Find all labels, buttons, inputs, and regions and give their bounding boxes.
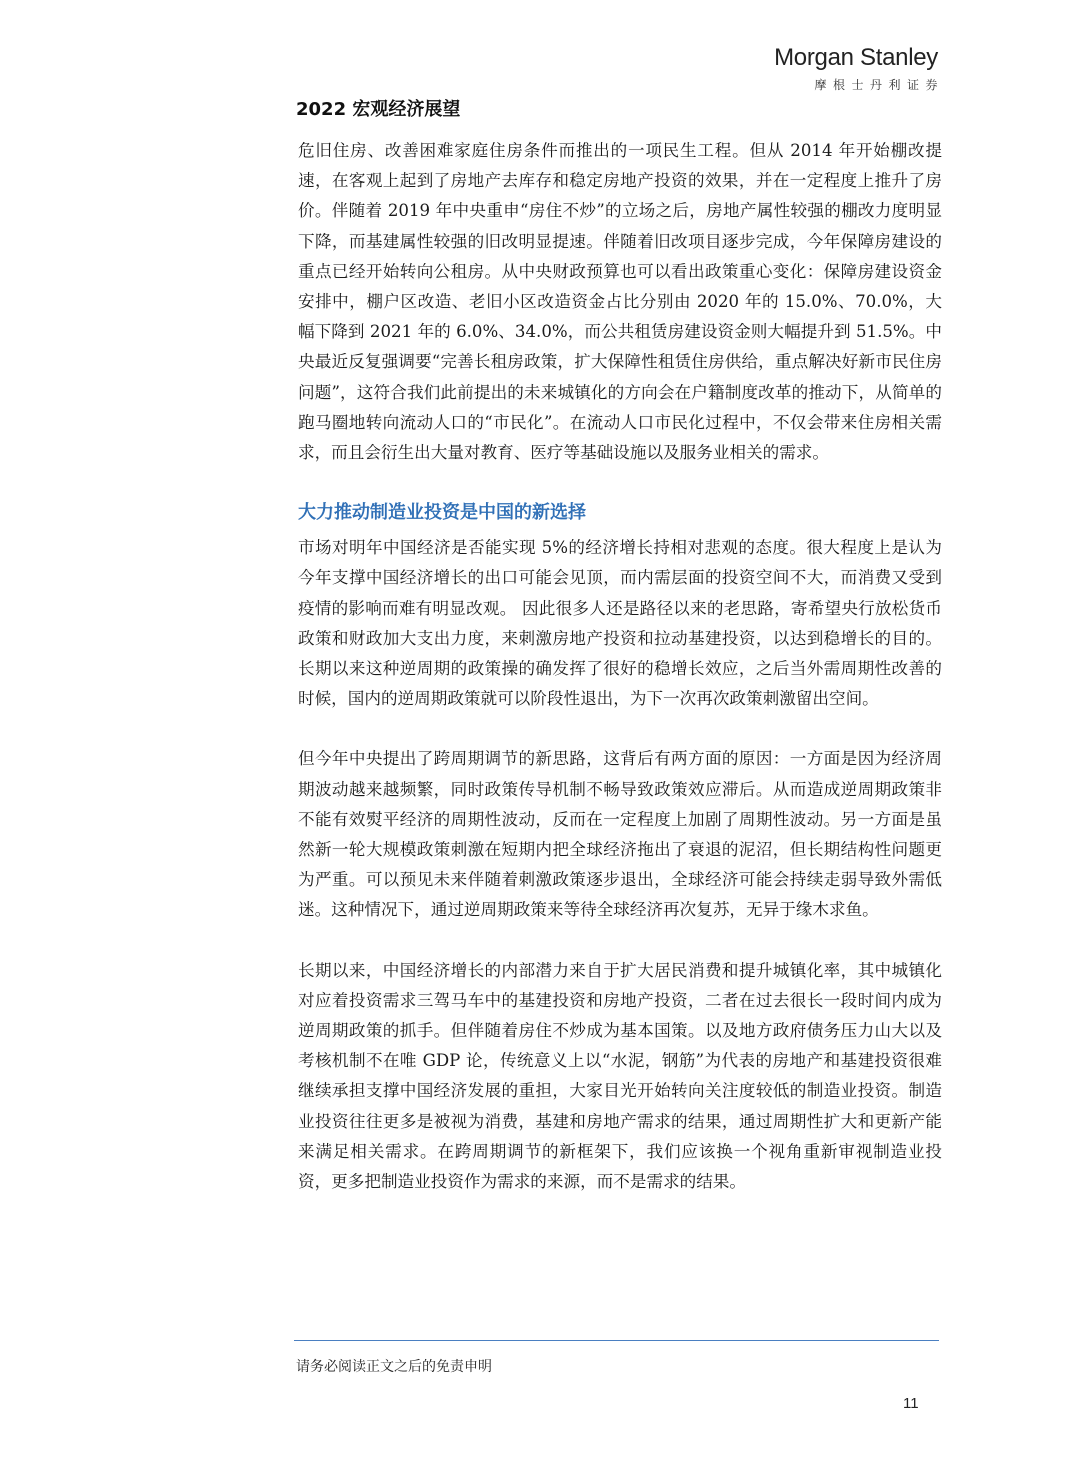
- paragraph-cross-cycle: 但今年中央提出了跨周期调节的新思路，这背后有两方面的原因：一方面是因为经济周期波动越来越频繁，同时政策传导机制不畅导致政策效应滞后。从而造成逆周期政策非不能有效熨平经济的周期性波动，反而在一定程度上加剧了周期性波动。另一方面是虽然新一轮大规模政策刺激在短期内把全球经济拖出了衰退的泥沼，但长期结构性问题更为严重。可以预见未来伴随着刺激政策逐步退出，全球经济可能会持续走弱导致外需低迷。这种情况下，通过逆周期政策来等待全球经济再次复苏，无异于缘木求鱼。: [298, 749, 942, 920]
- paragraph-manufacturing: 长期以来，中国经济增长的内部潜力来自于扩大居民消费和提升城镇化率，其中城镇化对应着投资需求三驾马车中的基建投资和房地产投资，二者在过去很长一段时间内成为逆周期政策的抓手。但伴随着房住不炒成为基本国策。以及地方政府债务压力山大以及考核机制不在唯 GDP 论，传统意义上以“水泥，钢筋”为代表的房地产和基建投资很难继续承担支撑中国经济发展的重担，大家目光开始转向关注度较低的制造业投资。制造业投资往往更多是被视为消费，基建和房地产需求的结果，通过周期性扩大和更新产能来满足相关需求。在跨周期调节的新框架下，我们应该换一个视角重新审视制造业投资，更多把制造业投资作为需求的来源，而不是需求的结果。: [298, 960, 942, 1192]
- brand-logo: [774, 42, 944, 93]
- paragraph-housing: 危旧住房、改善困难家庭住房条件而推出的一项民生工程。但从 2014 年开始棚改提速，在客观上起到了房地产去库存和稳定房地产投资的效果，并在一定程度上推升了房价。伴随着 2019 年中央重申“房住不炒”的立场之后，房地产属性较强的棚改力度明显下降，而基建属性较强的旧改明显提速。伴随着旧改项目逐步完成，今年保障房建设的重点已经开始转向公租房。从中央财政预算也可以看出政策重心变化：保障房建设资金安排中，棚户区改造、老旧小区改造资金占比分别由 2020 年的 15.0%、70.0%，大幅下降到 2021 年的 6.0%、34.0%，而公共租赁房建设资金则大幅提升到 51.5%。中央最近反复强调要“完善长租房政策，扩大保障性租赁住房供给，重点解决好新市民住房问题”，这符合我们此前提出的未来城镇化的方向会在户籍制度改革的推动下，从简单的跑马圈地转向流动人口的“市民化”。在流动人口市民化过程中，不仅会带来住房相关需求，而且会衍生出大量对教育、医疗等基础设施以及服务业相关的需求。: [298, 141, 942, 463]
- footer-divider: [294, 1340, 939, 1341]
- body-content: [298, 136, 942, 1197]
- disclaimer: 请务必阅读正文之后的免责申明: [296, 1359, 492, 1375]
- paragraph-market-outlook: 市场对明年中国经济是否能实现 5%的经济增长持相对悲观的态度。很大程度上是认为今年支撑中国经济增长的出口可能会见顶，而内需层面的投资空间不大，而消费又受到疫情的影响而难有明显改观。 因此很多人还是路径以来的老思路，寄希望央行放松货币政策和财政加大支出力度，来刺激房地产投资和拉动基建投资，以达到稳增长的目的。长期以来这种逆周期的政策操的确发挥了很好的稳增长效应，之后当外需周期性改善的时候，国内的逆周期政策就可以阶段性退出，为下一次再次政策刺激留出空间。: [298, 538, 942, 709]
- spacer: [298, 714, 942, 744]
- spacer: [298, 468, 942, 498]
- brand-name-cn: 摩根士丹利证券: [814, 78, 944, 92]
- page-number: 11: [903, 1395, 919, 1412]
- report-title: 2022 宏观经济展望: [296, 99, 461, 120]
- spacer: [298, 926, 942, 956]
- brand-name: Morgan Stanley: [774, 44, 938, 71]
- section-heading: 大力推动制造业投资是中国的新选择: [298, 502, 586, 524]
